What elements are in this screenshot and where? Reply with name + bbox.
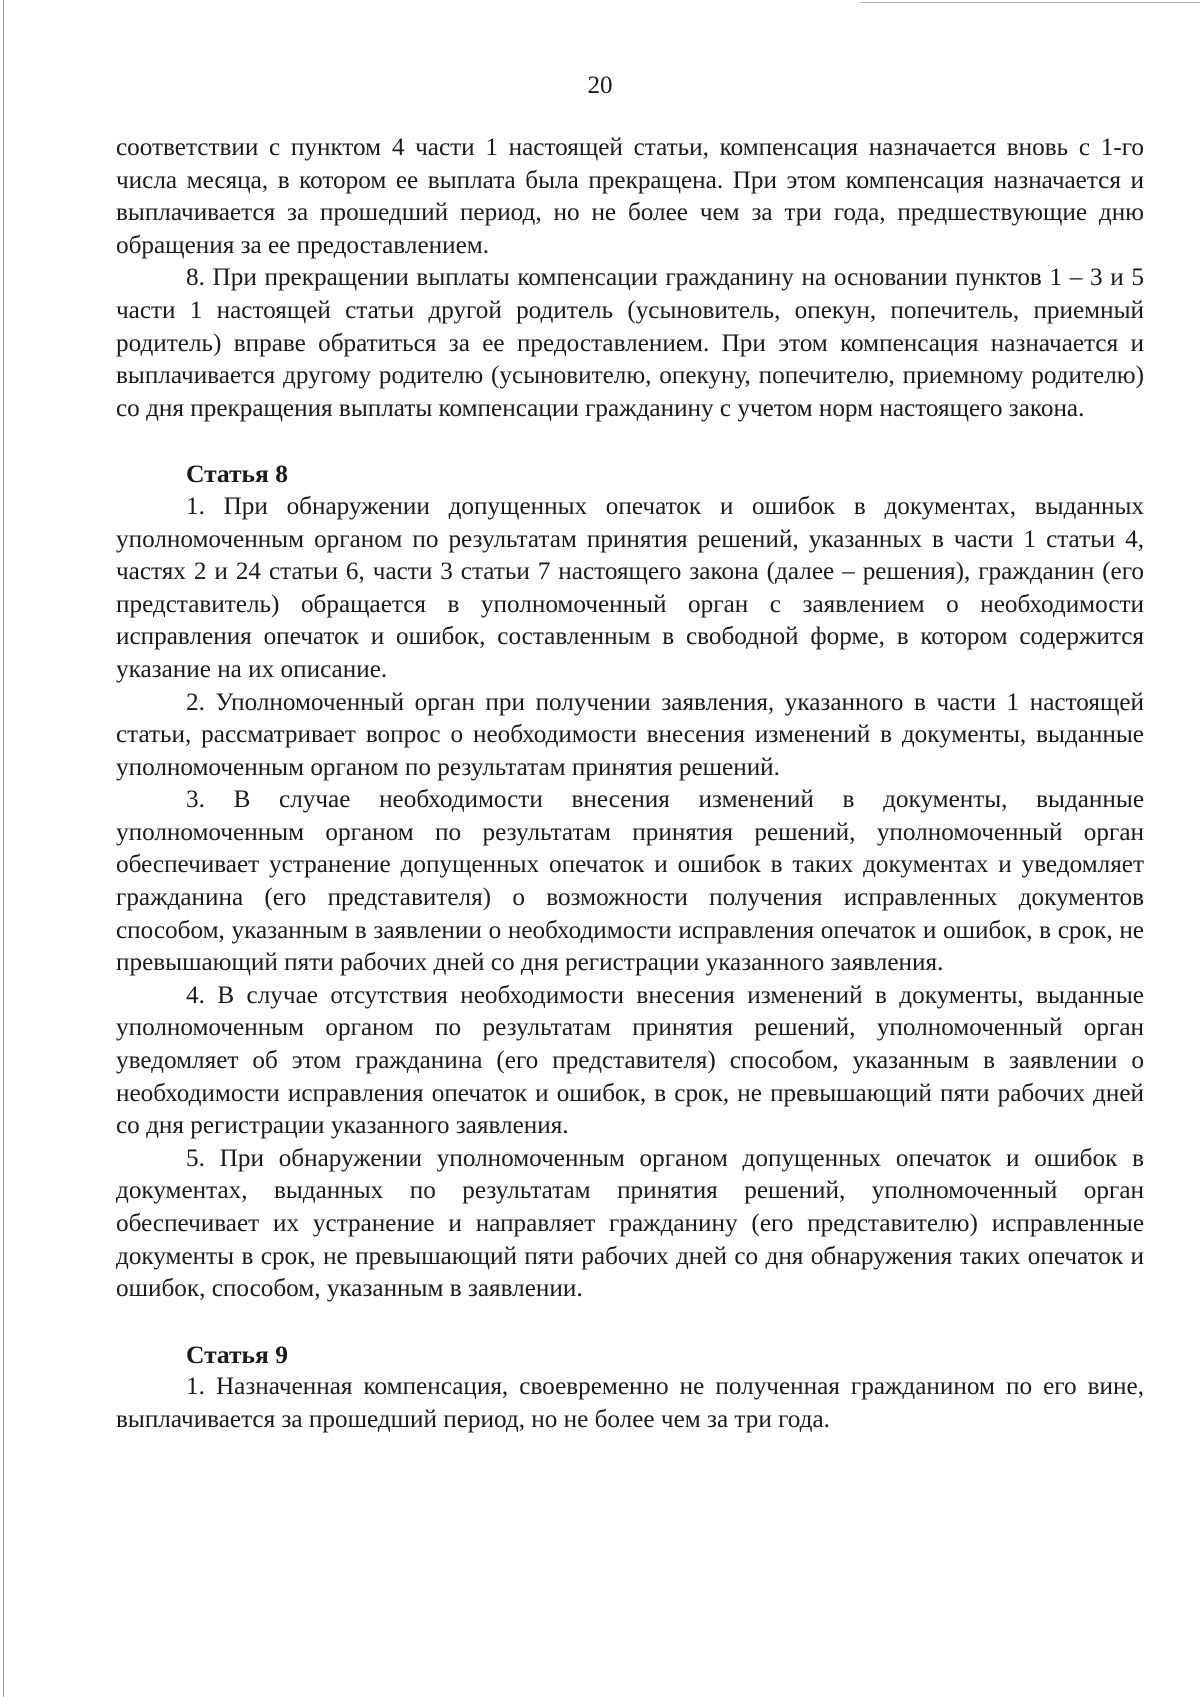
page-number: 20 [587,72,613,99]
paragraph-article9-item-1: 1. Назначенная компенсация, своевременно не полученная гражданином по его вине, выплачивается за прошедший период, но не более чем за три года. [116,1373,1144,1433]
article-heading-8: Статья 8 [186,459,288,489]
paragraph-item-8: 8. При прекращении выплаты компенсации гражданину на основании пунктов 1 – 3 и 5 части 1 настоящей статьи другой родитель (усыновитель, опекун, попечитель, приемный родитель) вправе обратиться за ее предоставлением. При этом компенсация назначается и выплачивается другому родителю (усыновителю, опекуну, попечителю, приемному родителю) со дня прекращения выплаты компенсации гражданину с учетом норм настоящего закона. [116,264,1144,422]
paragraph-article8-item-1: 1. При обнаружении допущенных опечаток и ошибок в документах, выданных уполномоченным органом по результатам принятия решений, указанных в части 1 статьи 4, частях 2 и 24 статьи 6, части 3 статьи 7 настоящего закона (далее – решения), гражданин (его представитель) обращается в уполномоченный орган с заявлением о необходимости исправления опечаток и ошибок, составленным в свободной форме, в котором содержится указание на их описание. [116,492,1144,683]
article-heading-9: Статья 9 [186,1339,288,1369]
section-gap [116,425,1144,458]
paragraph-article8-item-5: 5. При обнаружении уполномоченным органом допущенных опечаток и ошибок в документах, выданных по результатам принятия решений, уполномоченный орган обеспечивает их устранение и направляет гражданину (его представителю) исправленные документы в срок, не превышающий пяти рабочих дней со дня обнаружения таких опечаток и ошибок, способом, указанным в заявлении. [116,1144,1144,1303]
scan-edge-top [860,2,1200,3]
scan-edge-left [3,0,4,1697]
paragraph-article8-item-4: 4. В случае отсутствия необходимости внесения изменений в документы, выданные уполномоченным органом по результатам принятия решений, уполномоченный орган уведомляет об этом гражданина (его представителя) способом, указанным в заявлении о необходимости исправления опечаток и ошибок, в срок, не превышающий пяти рабочих дней со дня регистрации указанного заявления. [116,981,1144,1140]
paragraph-article8-item-2: 2. Уполномоченный орган при получении заявления, указанного в части 1 настоящей статьи, рассматривает вопрос о необходимости внесения изменений в документы, выданные уполномоченным органом по результатам принятия решений. [116,688,1144,781]
paragraph-article8-item-3: 3. В случае необходимости внесения изменений в документы, выданные уполномоченным органом по результатам принятия решений, уполномоченный орган обеспечивает устранение допущенных опечаток и ошибок в таких документах и уведомляет гражданина (его представителя) о возможности получения исправленных документов способом, указанным в заявлении о необходимости исправления опечаток и ошибок, в срок, не превышающий пяти рабочих дней со дня регистрации указанного заявления. [116,786,1144,977]
section-gap [116,1306,1144,1339]
paragraph-continuation: соответствии с пунктом 4 части 1 настоящей статьи, компенсация назначается вновь с 1-го числа месяца, в котором ее выплата была прекращена. При этом компенсация назначается и выплачивается за прошедший период, но не более чем за три года, предшествующие дню обращения за ее предоставлением. [116,134,1144,259]
document-body [116,132,1144,1437]
